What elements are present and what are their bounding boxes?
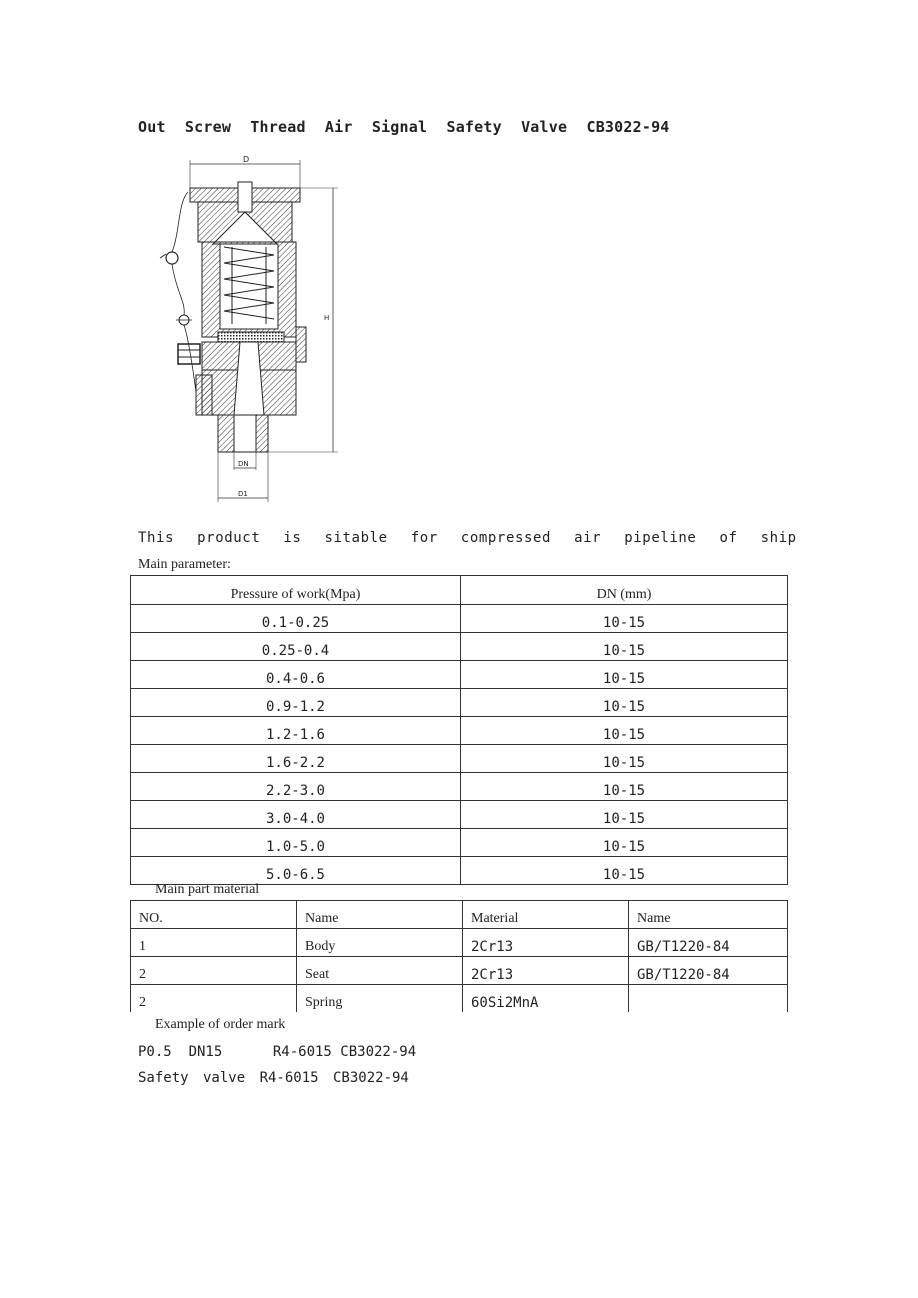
table-row [131, 745, 788, 773]
header-no: NO. [131, 901, 297, 929]
table-header-row [131, 576, 788, 605]
name-cell: Seat [297, 957, 463, 985]
pressure-cell: 2.2-3.0 [131, 773, 461, 801]
pressure-cell: 0.4-0.6 [131, 661, 461, 689]
pressure-cell: 0.9-1.2 [131, 689, 461, 717]
dn-cell: 10-15 [461, 689, 788, 717]
table-row [131, 929, 788, 957]
standard-cell: GB/T1220-84 [629, 957, 788, 985]
dn-cell: 10-15 [461, 745, 788, 773]
pressure-cell: 0.1-0.25 [131, 605, 461, 633]
material-cell: 2Cr13 [463, 929, 629, 957]
name-cell: Spring [297, 985, 463, 1013]
dn-cell: 10-15 [461, 801, 788, 829]
dn-cell: 10-15 [461, 773, 788, 801]
no-cell: 1 [131, 929, 297, 957]
header-name: Name [297, 901, 463, 929]
table-row [131, 689, 788, 717]
header-pressure: Pressure of work(Mpa) [131, 576, 461, 605]
pressure-cell: 1.6-2.2 [131, 745, 461, 773]
pressure-cell: 0.25-0.4 [131, 633, 461, 661]
table-row [131, 633, 788, 661]
no-cell: 2 [131, 957, 297, 985]
table-row [131, 773, 788, 801]
name-cell: Body [297, 929, 463, 957]
table-row [131, 985, 788, 1013]
dim-label-dn: DN [238, 460, 249, 468]
pressure-cell: 1.2-1.6 [131, 717, 461, 745]
valve-technical-drawing [158, 152, 348, 507]
main-parameter-table [130, 575, 788, 885]
document-title: Out Screw Thread Air Signal Safety Valve CB3022-94 [138, 118, 670, 136]
dim-label-d1: D1 [238, 490, 248, 498]
main-part-material-label: Main part material [155, 882, 260, 897]
header-dn: DN (mm) [461, 576, 788, 605]
dn-cell: 10-15 [461, 605, 788, 633]
table-header-row [131, 901, 788, 929]
table-row [131, 717, 788, 745]
order-mark-label: Example of order mark [155, 1017, 286, 1032]
table-row [131, 661, 788, 689]
main-part-material-table [130, 900, 788, 1012]
order-mark-line-2: Safety valve R4-6015 CB3022-94 [138, 1070, 409, 1086]
material-cell: 2Cr13 [463, 957, 629, 985]
dn-cell: 10-15 [461, 717, 788, 745]
dn-cell: 10-15 [461, 633, 788, 661]
table-row [131, 801, 788, 829]
table-row [131, 829, 788, 857]
order-mark-line-1: P0.5 DN15 R4-6015 CB3022-94 [138, 1044, 417, 1060]
dn-cell: 10-15 [461, 661, 788, 689]
no-cell: 2 [131, 985, 297, 1013]
material-cell: 60Si2MnA [463, 985, 629, 1013]
dim-label-h: H [324, 314, 330, 322]
main-parameter-label: Main parameter: [138, 557, 231, 572]
table-row [131, 605, 788, 633]
dn-cell: 10-15 [461, 857, 788, 885]
pressure-cell: 1.0-5.0 [131, 829, 461, 857]
product-description: This product is sitable for compressed air pipeline of ship [138, 530, 797, 546]
standard-cell: GB/T1220-84 [629, 929, 788, 957]
standard-cell [629, 985, 788, 1013]
pressure-cell: 5.0-6.5 [131, 857, 461, 885]
header-material: Material [463, 901, 629, 929]
pressure-cell: 3.0-4.0 [131, 801, 461, 829]
table-row [131, 957, 788, 985]
table-row [131, 857, 788, 885]
dim-label-d: D [243, 155, 250, 164]
header-standard: Name [629, 901, 788, 929]
dn-cell: 10-15 [461, 829, 788, 857]
